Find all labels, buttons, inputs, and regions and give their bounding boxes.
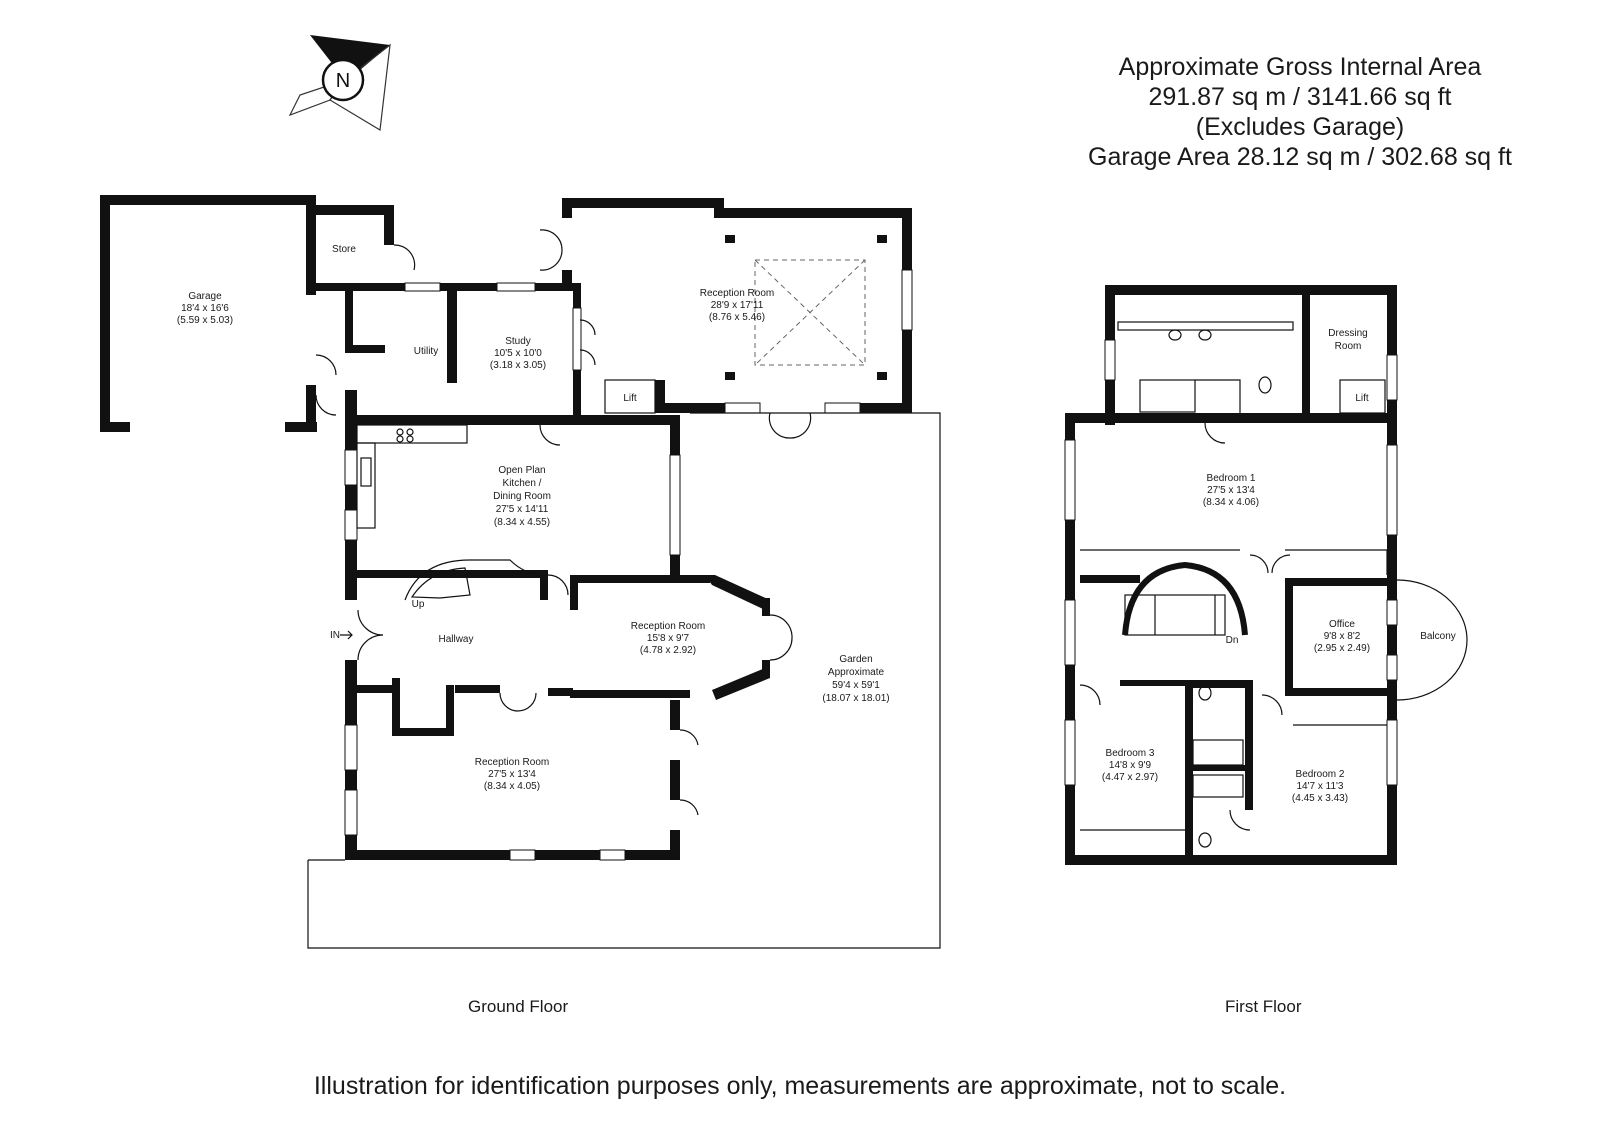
hallway-name: Hallway <box>438 634 474 645</box>
dressing-room-name-line1: Dressing <box>1328 328 1368 339</box>
compass-north-icon <box>290 35 390 130</box>
reception-main-metric: (8.76 x 5.46) <box>708 312 766 323</box>
study-metric: (3.18 x 3.05) <box>489 360 547 371</box>
store-name: Store <box>332 244 356 255</box>
reception-lower-name: Reception Room <box>474 757 550 768</box>
reception-main-imperial: 28'9 x 17'11 <box>710 300 764 311</box>
lift-first-label: Lift <box>1355 393 1369 404</box>
lift-ground-label: Lift <box>623 393 637 404</box>
bedroom3-name: Bedroom 3 <box>1105 748 1155 759</box>
reception-mid-imperial: 15'8 x 9'7 <box>646 633 690 644</box>
garden-name-line1: Garden <box>839 654 873 665</box>
kitchen-imperial: 27'5 x 14'11 <box>495 504 549 515</box>
first-floor-label: First Floor <box>1225 997 1302 1016</box>
garage-metric: (5.59 x 5.03) <box>176 315 234 326</box>
utility-name: Utility <box>413 346 439 357</box>
garden-name-line2: Approximate <box>827 667 885 678</box>
study-imperial: 10'5 x 10'0 <box>494 348 542 359</box>
reception-lower-imperial: 27'5 x 13'4 <box>488 769 536 780</box>
office-imperial: 9'8 x 8'2 <box>1323 631 1361 642</box>
garage-name: Garage <box>188 291 222 302</box>
stairs-up-label: Up <box>411 599 425 610</box>
reception-main-name: Reception Room <box>699 288 775 299</box>
bedroom1-imperial: 27'5 x 13'4 <box>1207 485 1255 496</box>
ground-floor-windows <box>345 270 912 860</box>
bedroom2-name: Bedroom 2 <box>1295 769 1345 780</box>
bedroom1-metric: (8.34 x 4.06) <box>1202 497 1260 508</box>
bedroom1-name: Bedroom 1 <box>1206 473 1256 484</box>
entrance-arrow-icon <box>340 631 352 639</box>
reception-mid-name: Reception Room <box>630 621 706 632</box>
bedroom2-metric: (4.45 x 3.43) <box>1291 793 1349 804</box>
reception-mid-metric: (4.78 x 2.92) <box>639 645 697 656</box>
office-metric: (2.95 x 2.49) <box>1313 643 1371 654</box>
kitchen-name-line2: Kitchen / <box>502 478 542 489</box>
garden-imperial: 59'4 x 59'1 <box>832 680 880 691</box>
entrance-label: IN <box>330 630 340 641</box>
study-name: Study <box>505 336 531 347</box>
bedroom3-metric: (4.47 x 2.97) <box>1101 772 1159 783</box>
kitchen-name-line1: Open Plan <box>498 465 546 476</box>
stairs-down-label: Dn <box>1225 635 1239 646</box>
garden-metric: (18.07 x 18.01) <box>822 693 890 704</box>
room-labels <box>177 244 1456 804</box>
garage-area: Garage Area 28.12 sq m / 302.68 sq ft <box>1088 143 1512 171</box>
compass-letter: N <box>335 70 351 92</box>
area-title: Approximate Gross Internal Area <box>1118 53 1482 81</box>
disclaimer: Illustration for identification purposes only, measurements are approximate, not to scale. <box>313 1072 1287 1100</box>
dressing-room-name-line2: Room <box>1334 341 1362 352</box>
garage-imperial: 18'4 x 16'6 <box>181 303 229 314</box>
kitchen-units <box>357 425 467 528</box>
kitchen-metric: (8.34 x 4.55) <box>493 517 551 528</box>
area-exclusion-note: (Excludes Garage) <box>1195 113 1405 141</box>
reception-lower-metric: (8.34 x 4.05) <box>483 781 541 792</box>
area-total: 291.87 sq m / 3141.66 sq ft <box>1148 83 1452 111</box>
office-name: Office <box>1329 619 1355 630</box>
ground-floor-label: Ground Floor <box>468 997 569 1016</box>
balcony-name: Balcony <box>1420 631 1456 642</box>
kitchen-name-line3: Dining Room <box>493 491 551 502</box>
bedroom2-imperial: 14'7 x 11'3 <box>1296 781 1344 792</box>
bedroom3-imperial: 14'8 x 9'9 <box>1108 760 1152 771</box>
